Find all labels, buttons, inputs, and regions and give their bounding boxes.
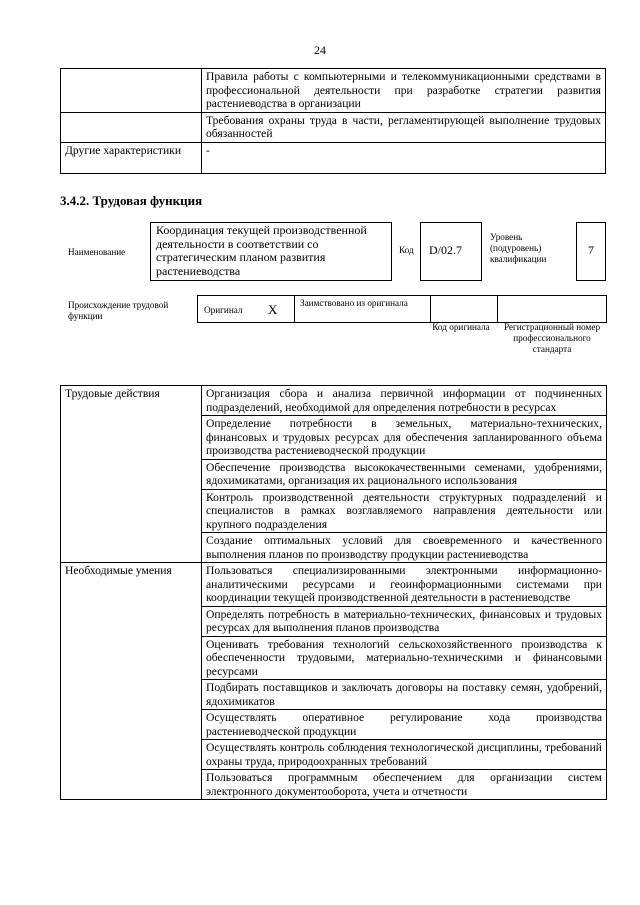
level-value: 7 xyxy=(588,243,594,257)
group-label-actions: Трудовые действия xyxy=(61,386,202,563)
labor-function-table xyxy=(60,385,607,800)
level-box xyxy=(576,222,606,281)
origin-divider xyxy=(294,296,295,322)
characteristics-table xyxy=(60,68,606,174)
name-label: Наименование xyxy=(68,247,126,257)
origin-divider xyxy=(497,296,498,322)
table-cell-text: Оценивать требования технологий сельскохозяйственного производства к обеспеченности трудовыми, материально-техническими и финансовыми ресурсами xyxy=(202,636,607,680)
table-cell-text: Обеспечение производства высококачественными семенами, удобрениями, ядохимикатами, организация их рационального использования xyxy=(202,459,607,489)
table-row xyxy=(61,386,607,416)
group-label-skills: Необходимые умения xyxy=(61,563,202,800)
code-value: D/02.7 xyxy=(429,243,462,257)
table-cell-text: Требования охраны труда в части, регламентирующей выполнение трудовых обязанностей xyxy=(202,112,606,142)
table-cell-text: Организация сбора и анализа первичной информации от подчиненных подразделений, необходимой для определения потребности в ресурсах xyxy=(202,386,607,416)
table-cell-label xyxy=(61,69,202,113)
origin-box xyxy=(197,295,607,323)
table-cell-text: Осуществлять контроль соблюдения технологической дисциплины, требований охраны труда, природоохранных требований xyxy=(202,740,607,770)
borrowed-label: Заимствовано из оригинала xyxy=(300,298,408,308)
section-heading: 3.4.2. Трудовая функция xyxy=(60,193,203,208)
table-cell-text: Осуществлять оперативное регулирование хода производства растениеводческой продукции xyxy=(202,710,607,740)
origin-label: Происхождение трудовой функции xyxy=(68,300,169,321)
table-cell-text: Пользоваться специализированными электронными информационно-аналитическими ресурсами и геоинформационными системами при координации текущей производственной деятельности в растениеводстве xyxy=(202,563,607,607)
original-mark: X xyxy=(268,302,278,317)
table-cell-text: Подбирать поставщиков и заключать договоры на поставку семян, удобрений, ядохимикатов xyxy=(202,680,607,710)
table-cell-text: Пользоваться программным обеспечением для организации систем электронного документооборота, учета и отчетности xyxy=(202,770,607,800)
function-name-value: Координация текущей производственной деятельности в соответствии со стратегическим планом развития растениеводства xyxy=(156,223,367,278)
page-number: 24 xyxy=(314,43,326,57)
code-box xyxy=(420,222,482,281)
table-cell-label xyxy=(61,112,202,142)
original-label: Оригинал xyxy=(204,305,243,315)
table-cell-text: Правила работы с компьютерными и телекоммуникационными средствами в профессиональной деятельности при разработке стратегии развития растениеводства в организации xyxy=(202,69,606,113)
origin-divider xyxy=(430,296,431,322)
table-cell-text: - xyxy=(202,142,606,173)
level-label: Уровень (подуровень) квалификации xyxy=(490,232,547,264)
function-name-box xyxy=(150,222,392,281)
table-row xyxy=(61,69,606,113)
code-label: Код xyxy=(399,245,414,255)
code-original-caption: Код оригинала xyxy=(432,322,490,332)
table-row xyxy=(61,142,606,173)
table-cell-text: Контроль производственной деятельности структурных подразделений и специалистов в рамках возглавляемого направления деятельности или крупного подразделения xyxy=(202,489,607,533)
table-row xyxy=(61,563,607,607)
table-cell-text: Определять потребность в материально-технических, финансовых и трудовых ресурсах для выполнения планов производства xyxy=(202,606,607,636)
table-cell-text: Создание оптимальных условий для своевременного и качественного выполнения планов по производству продукции растениеводства xyxy=(202,533,607,563)
table-row xyxy=(61,112,606,142)
table-cell-text: Определение потребности в земельных, материально-технических, финансовых и трудовых ресурсах для обеспечения запланированного объема производства растениеводческой продукции xyxy=(202,416,607,460)
table-cell-label: Другие характеристики xyxy=(61,142,202,173)
registration-caption: Регистрационный номер профессионального стандарта xyxy=(503,322,601,354)
